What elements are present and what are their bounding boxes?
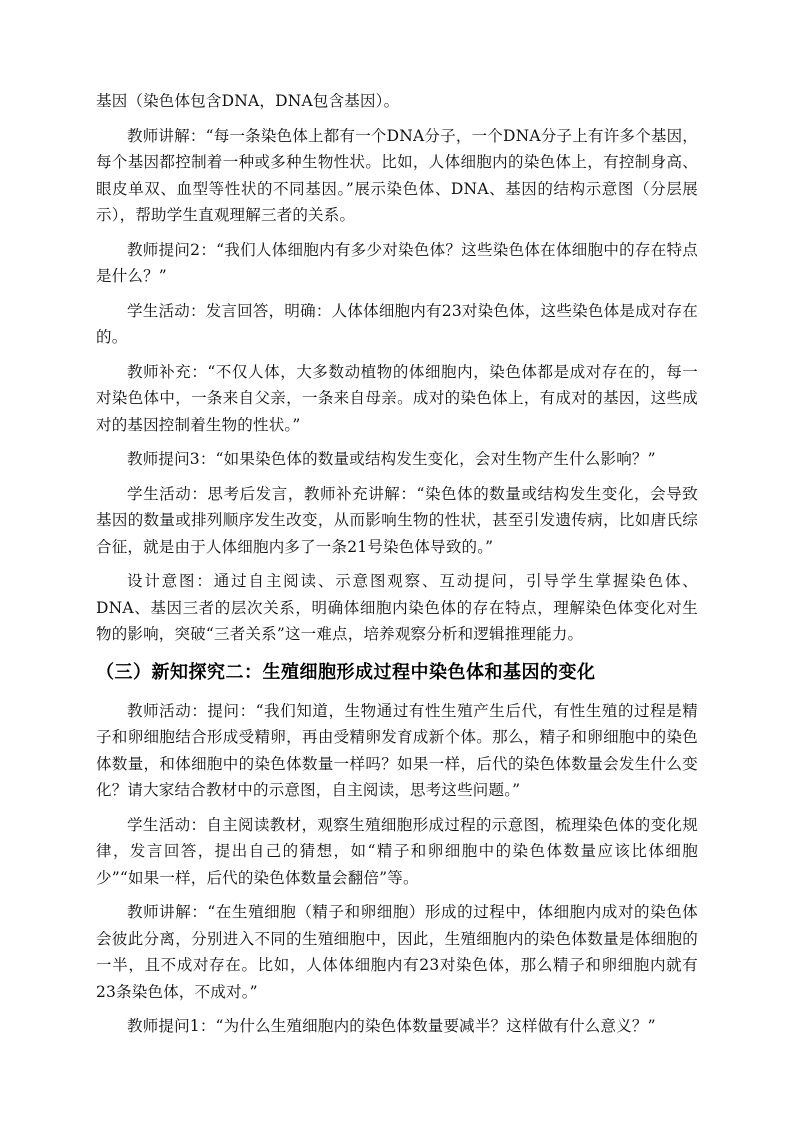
paragraph-design-intent: 设计意图：通过自主阅读、示意图观察、互动提问，引导学生掌握染色体、DNA、基因三者的层次关系，明确体细胞内染色体的存在特点，理解染色体变化对生物的影响，突破“三者关系”这一难点，培养观察分析和逻辑推理能力。 [96,572,698,643]
section-heading: （三）新知探究二：生殖细胞形成过程中染色体和基因的变化 [96,661,596,683]
paragraph-teacher-question-2: 教师提问2：“我们人体细胞内有多少对染色体？这些染色体在体细胞中的存在特点是什么？” [96,240,698,285]
paragraph-teacher-supplement: 教师补充：“不仅人体，大多数动植物的体细胞内，染色体都是成对存在的，每一对染色体中，一条来自父亲，一条来自母亲。成对的染色体上，有成对的基因，这些成对的基因控制着生物的性状。” [96,362,698,434]
paragraph-continuation: 基因（染色体包含DNA，DNA包含基因）。 [96,92,400,110]
paragraph-teacher-question-3: 教师提问3：“如果染色体的数量或结构发生变化，会对生物产生什么影响？” [127,450,656,468]
paragraph-student-activity-3: 学生活动：自主阅读教材，观察生殖细胞形成过程的示意图，梳理染色体的变化规律，发言回答，提出自己的猜想，如“精子和卵细胞中的染色体数量应该比体细胞少”“如果一样，后代的染色体数量会翻倍”等。 [96,815,698,887]
paragraph-student-activity: 学生活动：发言回答，明确：人体体细胞内有23对染色体，这些染色体是成对存在的。 [96,301,698,346]
paragraph-teacher-activity: 教师活动：提问：“我们知道，生物通过有性生殖产生后代，有性生殖的过程是精子和卵细胞结合形成受精卵，再由受精卵发育成新个体。那么，精子和卵细胞中的染色体数量，和体细胞中的染色体数量一样吗？如果一样，后代的染色体数量会发生什么变化？请大家结合教材中的示意图，自主阅读，思考这些问题。” [96,701,698,799]
paragraph-teacher-question-1: 教师提问1：“为什么生殖细胞内的染色体数量要减半？这样做有什么意义？” [127,1017,656,1035]
paragraph-teacher-explanation-2: 教师讲解：“在生殖细胞（精子和卵细胞）形成的过程中，体细胞内成对的染色体会彼此分离，分别进入不同的生殖细胞中，因此，生殖细胞内的染色体数量是体细胞的一半，且不成对存在。比如，人体体细胞内有23对染色体，那么精子和卵细胞内就有23条染色体，不成对。” [96,903,698,1001]
paragraph-teacher-explanation: 教师讲解：“每一条染色体上都有一个DNA分子，一个DNA分子上有许多个基因，每个基因都控制着一种或多种生物性状。比如，人体细胞内的染色体上，有控制身高、眼皮单双、血型等性状的不同基因。”展示染色体、DNA、基因的结构示意图（分层展示），帮助学生直观理解三者的关系。 [96,126,698,224]
paragraph-student-activity-2: 学生活动：思考后发言，教师补充讲解：“染色体的数量或结构发生变化，会导致基因的数量或排列顺序发生改变，从而影响生物的性状，甚至引发遗传病，比如唐氏综合征，就是由于人体细胞内多了一条21号染色体导致的。” [96,484,698,556]
